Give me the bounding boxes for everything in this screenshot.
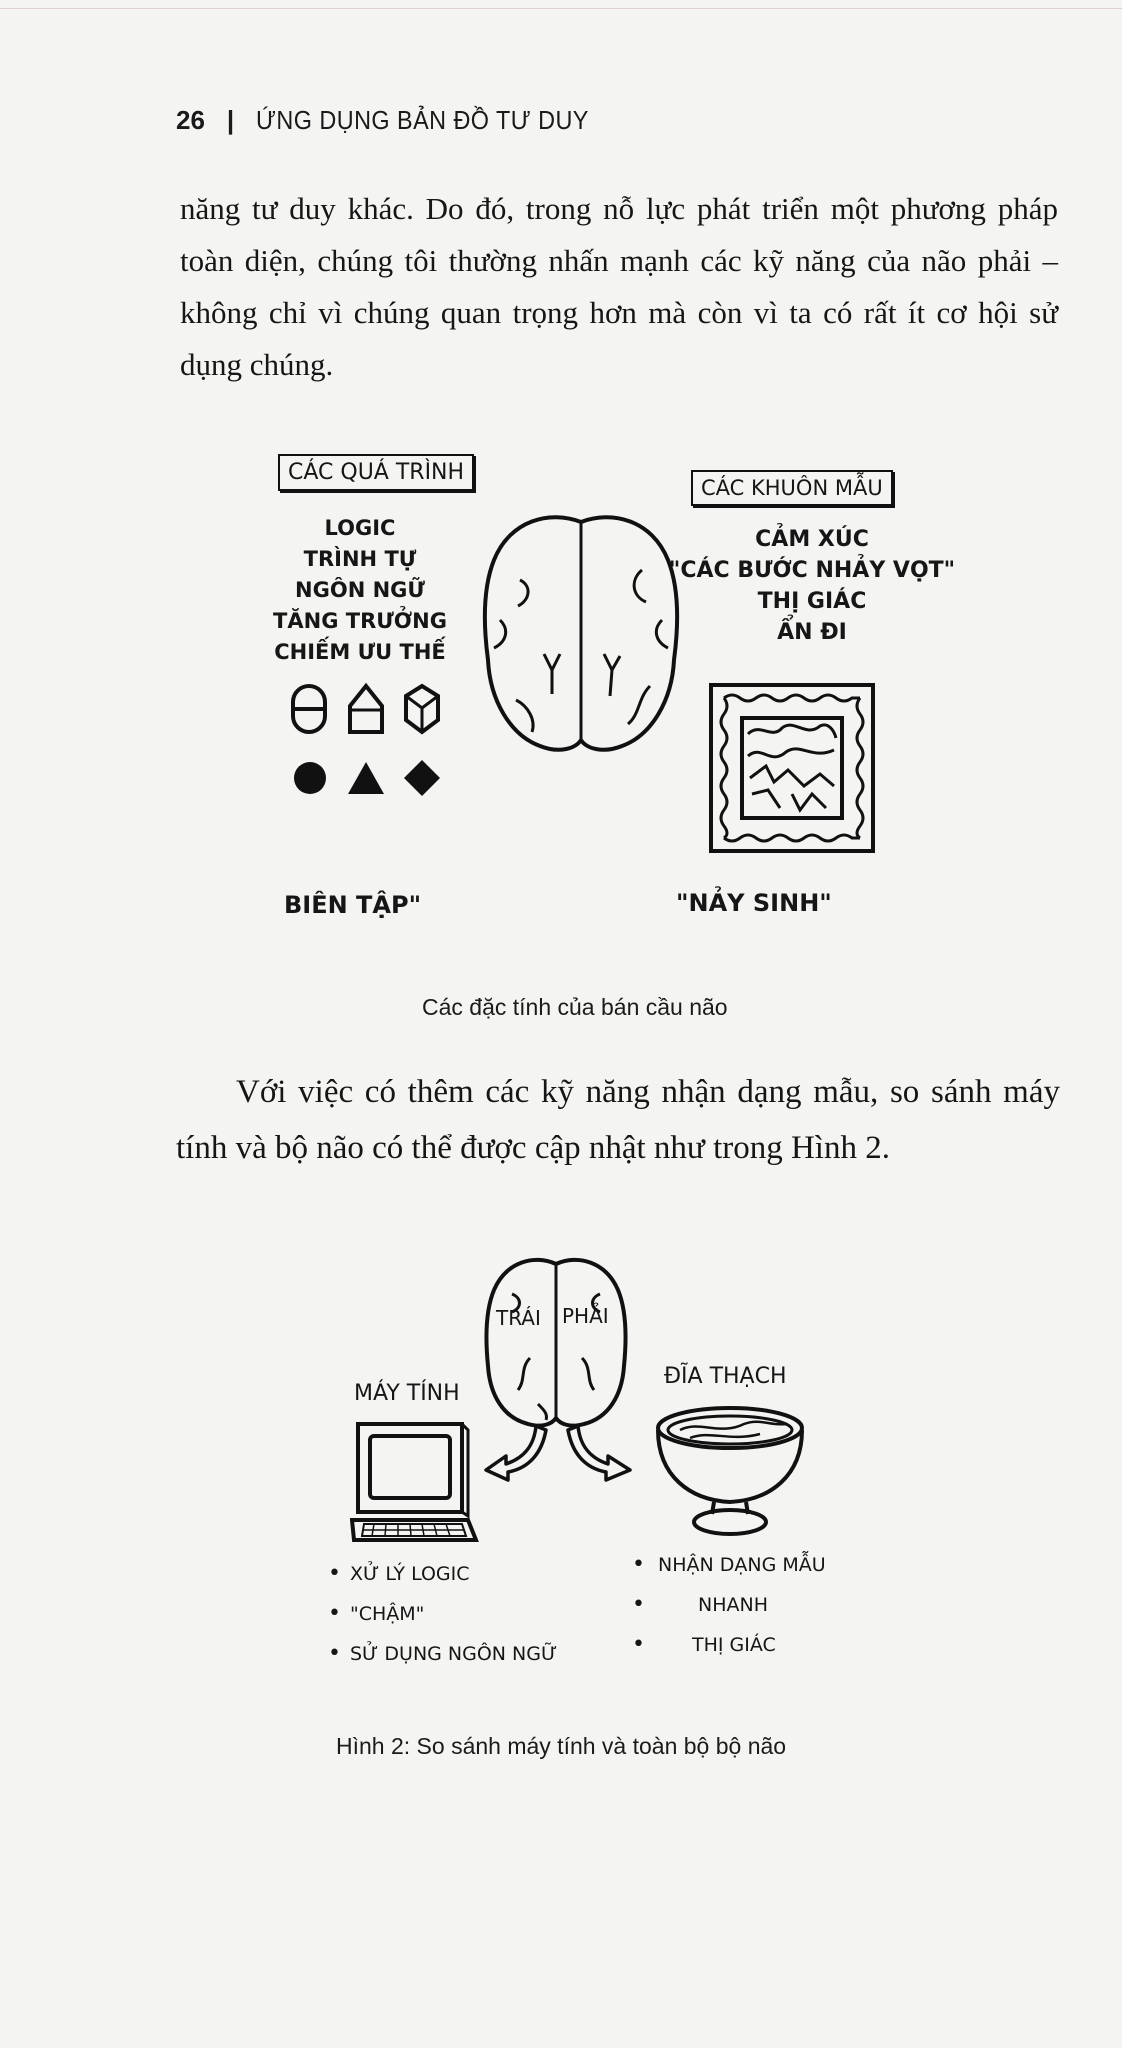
computer-trait: • "CHẬM" — [328, 1594, 557, 1634]
brain-traits-list — [632, 1545, 852, 1665]
filled-shapes-icon — [290, 756, 440, 800]
outlined-shapes-icon — [288, 680, 448, 740]
figure-2-caption: Hình 2: So sánh máy tính và toàn bộ bộ não — [336, 1733, 787, 1759]
petri-dish-icon — [650, 1400, 810, 1540]
left-hemisphere-list — [250, 513, 470, 668]
computer-label: MÁY TÍNH — [354, 1381, 460, 1406]
left-item: NGÔN NGỮ — [295, 578, 425, 602]
right-item: ẨN ĐI — [777, 620, 847, 645]
right-item: CẢM XÚC — [755, 527, 869, 552]
brain-left-label: TRÁI — [496, 1306, 541, 1330]
figure-1-caption: Các đặc tính của bán cầu não — [422, 994, 728, 1020]
patterns-box: CÁC KHUÔN MẪU — [691, 470, 893, 506]
left-item: TRÌNH TỰ — [303, 547, 417, 571]
left-item: LOGIC — [324, 516, 396, 540]
editing-label: BIÊN TẬP" — [284, 891, 422, 919]
computer-icon — [350, 1420, 480, 1548]
computer-trait: • XỬ LÝ LOGIC — [328, 1554, 557, 1594]
brain-trait: • THỊ GIÁC — [632, 1632, 776, 1657]
page-number: 26 — [176, 104, 205, 135]
whole-brain-icon — [482, 1254, 630, 1430]
generating-label: "NẢY SINH" — [676, 889, 832, 917]
right-hemisphere-list — [662, 524, 962, 648]
brain-trait: • NHẬN DẠNG MẪU — [632, 1552, 826, 1577]
header-separator: | — [226, 104, 235, 135]
petri-dish-label: ĐĨA THẠCH — [664, 1364, 787, 1389]
right-item: THỊ GIÁC — [757, 589, 867, 614]
page-top-edge — [0, 8, 1122, 9]
body-paragraph-2: Với việc có thêm các kỹ năng nhận dạng mẫu, so sánh máy tính và bộ não có thể được cập nhật như trong Hình 2. — [176, 1074, 1060, 1166]
framed-picture-icon — [708, 682, 876, 854]
left-item: TĂNG TRƯỞNG — [273, 609, 447, 633]
computer-traits-list — [328, 1554, 557, 1674]
left-item: CHIẾM ƯU THẾ — [274, 640, 446, 664]
split-arrows-icon — [480, 1420, 640, 1484]
brain-trait: • NHANH — [632, 1592, 768, 1617]
brain-icon — [480, 510, 682, 756]
brain-right-label: PHẢI — [562, 1304, 609, 1328]
running-head — [176, 100, 626, 140]
body-paragraph-1: năng tư duy khác. Do đó, trong nỗ lực phát triển một phương pháp toàn diện, chúng tôi thường nhấn mạnh các kỹ năng của não phải – không chỉ vì chúng quan trọng hơn mà còn vì ta có rất ít cơ hội sử dụng chúng. — [180, 191, 1058, 382]
book-title: ỨNG DỤNG BẢN ĐỒ TƯ DUY — [256, 104, 590, 135]
right-item: "CÁC BƯỚC NHẢY VỌT" — [668, 558, 956, 583]
processes-box: CÁC QUÁ TRÌNH — [278, 454, 474, 491]
computer-trait: • SỬ DỤNG NGÔN NGỮ — [328, 1634, 557, 1674]
